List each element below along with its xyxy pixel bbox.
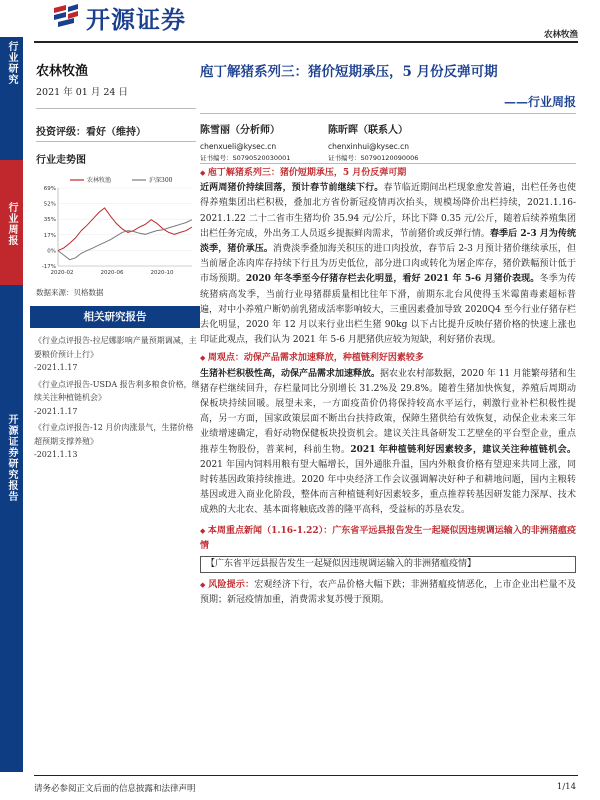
lead-text: 2020 年冬季至今仔猪存栏去化明显，看好 2021 年 5-6 月猪价表现。 — [245, 274, 540, 285]
page-number: 1/14 — [556, 782, 576, 792]
series-line-hs300 — [58, 220, 192, 260]
sidebar — [0, 37, 23, 772]
body-text: 据农业农村部数据，2020 年 11 月能繁母猪和生猪存栏继续回升，存栏量同比分别增长 31.2%及 29.8%。随着生猪加快恢复，养殖后周期动保板块持续回暖。展望未来，一方面疫苗价仍将保持较高水平运行，刺激行业补栏积极性提高，另一方面，国家政策层面不断出台扶持政策，保障生猪供给有效恢复，动保企业未来三年业绩增速确定，看好动物保健板块投资机会。建议关注具备研发工艺壁垒的平台型企业，重点推荐生物股份，普莱柯，科前生物。 — [200, 368, 576, 455]
author-email[interactable]: chenxueli@kysec.cn — [200, 142, 277, 151]
related-reports-header: 相关研究报告 — [30, 306, 200, 328]
paragraph — [200, 577, 576, 608]
footer-divider — [34, 775, 578, 776]
x-tick-label: 2020-06 — [100, 270, 124, 276]
section-heading: ◆ 庖丁解猪系列三：猪价短期承压，5 月份反弹可期 — [200, 165, 576, 181]
lead-text: 2021 年种植链利好因素较多，建议关注种植链机会。 — [350, 444, 576, 455]
logo-icon — [52, 4, 80, 30]
section-heading: ◆ 风险提示： — [200, 580, 254, 590]
sidebar-label-research: 行业研究 — [6, 41, 17, 85]
investment-rating: 投资评级：看好（维持） — [36, 127, 146, 138]
author-cert: 证书编号：S0790520030001 — [200, 154, 291, 162]
report-body — [200, 165, 576, 609]
category-label: 农林牧渔 — [543, 30, 578, 40]
report-subtitle: ——行业周报 — [503, 95, 576, 109]
author-name: 陈昕晖（联系人） — [328, 125, 408, 136]
company-logo — [52, 2, 186, 32]
y-tick-label: 35% — [43, 217, 56, 224]
related-report-date: -2021.1.13 — [34, 450, 78, 459]
report-date: 2021 年 01 月 24 日 — [36, 87, 128, 98]
logo-text: 开源证券 — [86, 5, 186, 34]
related-report-item[interactable] — [34, 334, 200, 375]
news-box: 【广东省平远县报告发生一起疑似因违规调运输入的非洲猪瘟疫情】 — [200, 556, 576, 573]
body-text: 冬季为传统猪病高发季，当前行业母猪群质量相比往年下滑，前期东北台风使得玉米霉菌毒素超标普遍，对中小养殖户断奶前乳猪成活率影响较大，三重因素叠加导致 2020Q4 至今行业仔猪存栏去化明显，2020 年 12 月以来行业出栏生猪 90kg 以下占比提升反映仔猪价格的快速上涨也印证此观点，我们认为 2021 年 5-6 月肥猪供应较为短缺，利好猪价表现。 — [200, 274, 576, 346]
related-report-date: -2021.1.17 — [34, 363, 78, 372]
disclaimer: 请务必参阅正文后面的信息披露和法律声明 — [34, 784, 196, 794]
divider — [200, 113, 576, 114]
report-title: 庖丁解猪系列三：猪价短期承压，5 月份反弹可期 — [200, 64, 498, 80]
data-source: 数据来源：贝格数据 — [36, 288, 104, 297]
related-report-title[interactable]: 《行业点评报告-USDA 报告利多粮食价格，继续关注种植链机会》 — [34, 379, 200, 402]
header-divider — [34, 41, 578, 43]
trend-title: 行业走势图 — [36, 155, 86, 166]
divider — [36, 108, 196, 109]
lead-text: 春季后 2-3 月为传统淡季，猪价承压。 — [200, 228, 576, 255]
related-report-item[interactable] — [34, 421, 200, 462]
author-name: 陈雪丽（分析师） — [200, 125, 280, 136]
paragraph — [200, 367, 576, 519]
related-report-title[interactable]: 《行业点评报告-12 月价肉涨景气，生猪价格超预期支撑养殖》 — [34, 423, 194, 446]
body-text: 2021 年国内饲料用粮有望大幅增长，国外通胀升温，国内外粮食价格有望迎来共同上涨，同时转基因政策持续推进。2020 年中央经济工作会议强调解决好种子和耕地问题，国内主粮转基因或进入商业化阶段，整体而言种植链利好因素较多，重点推荐转基因研发能力深厚、技术成熟的大北农、基本面将触底改善的隆平高科，受益标的苏垦农发。 — [200, 459, 576, 516]
author-card — [200, 121, 290, 162]
body-text: 春节临近期间出栏现象愈发普遍，出栏任务也使得养殖集团出栏积极，叠加北方省份新冠疫情再次抬头，规模场降价出栏持续，2021.1.16-2021.1.22 二十二省市生猪均价 35.94 元/公斤，环比下降 0.35 元/公斤，随着后续养殖集团出栏任务完成，外出务工人员返乡提振鲜肉需求，节前猪价或反弹行情。 — [200, 183, 576, 239]
body-text: 宏观经济下行，农产品价格大幅下跌；非洲猪瘟疫情恶化，上市企业出栏量不及预期；新冠疫情加重，消费需求复苏慢于预期。 — [200, 580, 576, 606]
lead-text: 生猪补栏积极性高，动保产品需求加速释放。 — [200, 368, 381, 379]
paragraph — [200, 181, 576, 348]
x-tick-label: 2020-10 — [150, 270, 174, 276]
industry-name: 农林牧渔 — [36, 64, 89, 79]
related-reports-list — [34, 334, 200, 465]
lead-text: 近两周猪价持续回落，预计春节前继续下行。 — [200, 183, 384, 194]
divider — [200, 163, 576, 164]
author-card — [328, 121, 418, 162]
trend-chart — [36, 174, 196, 279]
section-heading: ◆ 本周重点新闻（1.16-1.22）：广东省平远县报告发生一起疑似因违规调运输入的非洲猪瘟疫情 — [200, 523, 576, 554]
legend-label: 农林牧渔 — [87, 177, 112, 184]
author-cert: 证书编号：S0790120090006 — [328, 154, 419, 162]
author-email[interactable]: chenxinhui@kysec.cn — [328, 142, 410, 151]
divider — [36, 141, 196, 142]
section-heading: ◆ 周观点：动保产品需求加速释放，种植链利好因素较多 — [200, 350, 576, 366]
related-report-date: -2021.1.17 — [34, 406, 78, 416]
y-tick-label: 0% — [47, 248, 56, 255]
sidebar-label-weekly: 行业周报 — [6, 202, 17, 246]
x-tick-label: 2020-02 — [50, 270, 74, 276]
related-report-item[interactable] — [34, 378, 200, 419]
y-tick-label: 52% — [43, 201, 56, 208]
y-tick-label: 17% — [43, 232, 56, 239]
sidebar-label-kaiyuan: 开源证券研究报告 — [6, 414, 17, 502]
legend-label: 沪深300 — [149, 177, 173, 184]
y-tick-label: -17% — [41, 264, 56, 270]
series-line-agri — [58, 208, 192, 251]
body-text: 消费淡季叠加海关积压的进口肉投放，春节后 2-3 月预计猪价继续承压，但当前屠企冻肉库存持续下行且为历史低位，部分进口肉或转化为屠企库存，猪价跌幅预计低于市场预期。 — [200, 244, 576, 285]
y-tick-label: 69% — [43, 186, 56, 192]
related-report-title[interactable]: 《行业点评报告-拉尼娜影响产量预期调减，主要粮价预计上行》 — [34, 336, 197, 359]
